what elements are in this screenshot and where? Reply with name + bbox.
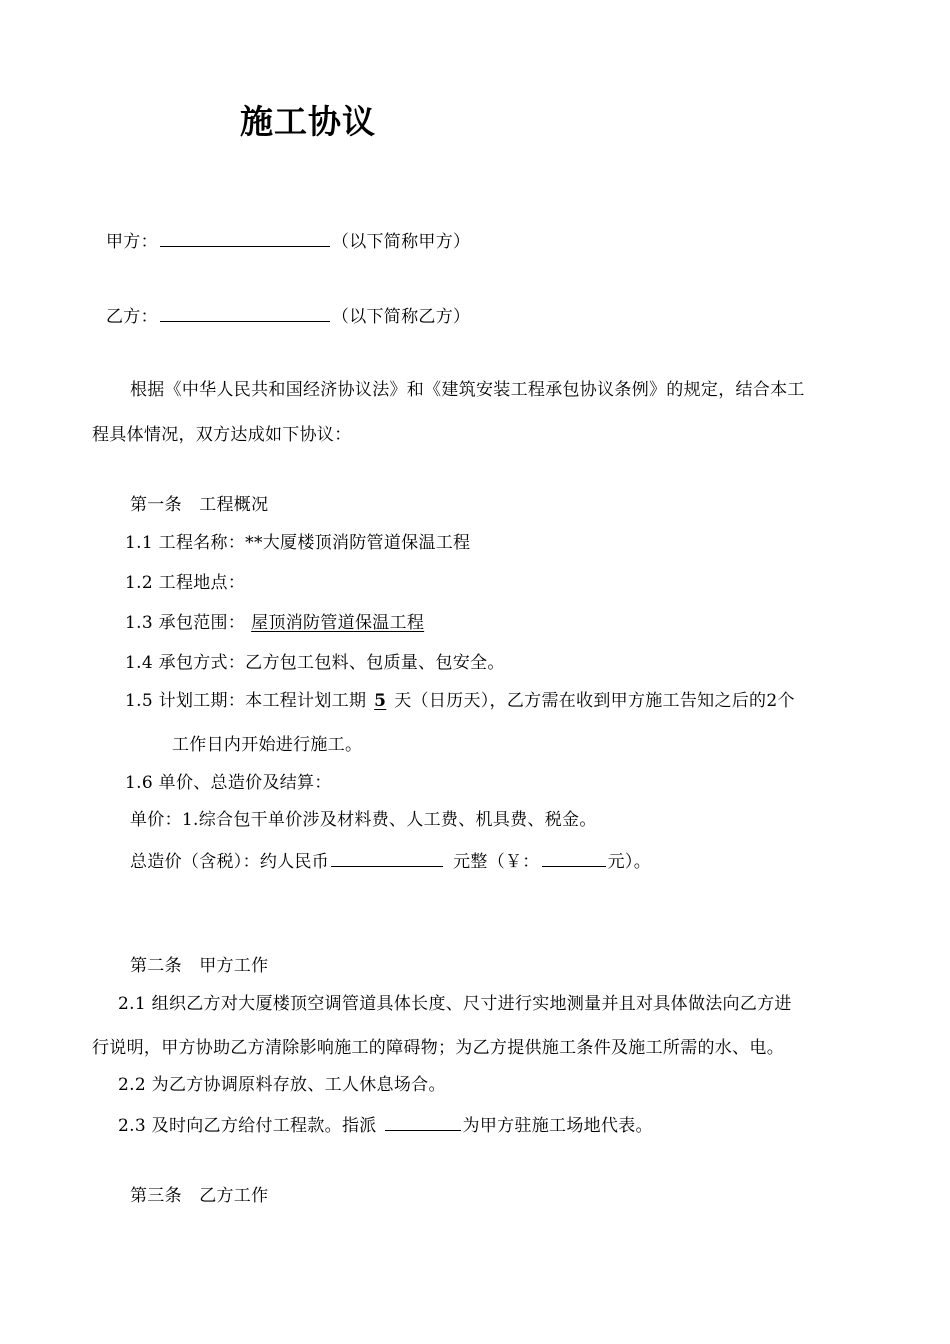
- article1-item5-line2: 工作日内开始进行施工。: [172, 735, 363, 755]
- party-b-label: 乙方：: [106, 307, 158, 327]
- article2-item1-line1: 2.1 组织乙方对大厦楼顶空调管道具体长度、尺寸进行实地测量并且对具体做法向乙方进: [118, 994, 792, 1014]
- article1-item3: [125, 612, 424, 634]
- total-yuan-blank: [542, 848, 606, 867]
- total-price-line: [130, 848, 651, 873]
- article1-item6: 1.6 单价、总造价及结算：: [125, 773, 332, 793]
- total-mid: 元整（￥：: [453, 852, 540, 872]
- article1-item2: 1.2 工程地点：: [125, 573, 246, 593]
- party-b-line: [106, 303, 470, 328]
- article2-item1-line2: 行说明，甲方协助乙方清除影响施工的障碍物；为乙方提供施工条件及施工所需的水、电。: [92, 1038, 784, 1058]
- article3-heading: 第三条 乙方工作: [130, 1186, 269, 1206]
- document-title: 施工协议: [240, 102, 376, 141]
- scope-value: 屋顶消防管道保温工程: [251, 613, 425, 633]
- article1-item4: 1.4 承包方式：乙方包工包料、包质量、包安全。: [125, 653, 505, 673]
- article2-item2: 2.2 为乙方协调原料存放、工人休息场合。: [118, 1075, 446, 1095]
- party-a-blank: [160, 228, 330, 247]
- party-b-blank: [160, 303, 330, 322]
- total-prefix: 总造价（含税）：约人民币: [130, 852, 330, 872]
- article1-item5-prefix: 1.5 计划工期：本工程计划工期: [125, 691, 367, 711]
- party-a-suffix: （以下简称甲方）: [331, 232, 471, 252]
- party-b-suffix: （以下简称乙方）: [331, 307, 471, 327]
- article1-heading: 第一条 工程概况: [130, 495, 269, 515]
- article2-heading: 第二条 甲方工作: [130, 956, 269, 976]
- party-a-label: 甲方：: [106, 232, 158, 252]
- intro-line-2: 程具体情况，双方达成如下协议：: [92, 425, 352, 445]
- article2-item3: [118, 1112, 653, 1137]
- article1-item5: [125, 690, 795, 712]
- duration-days: 5: [374, 691, 387, 711]
- unit-price-line: 单价：1.综合包干单价涉及材料费、人工费、机具费、税金。: [130, 810, 597, 830]
- article1-item3-prefix: 1.3 承包范围：: [125, 613, 246, 633]
- article2-item3-prefix: 2.3 及时向乙方给付工程款。指派: [118, 1116, 377, 1136]
- total-amount-blank: [331, 848, 443, 867]
- article1-item5-suffix: 天（日历天），乙方需在收到甲方施工告知之后的2个: [394, 691, 795, 711]
- party-a-line: [106, 228, 470, 253]
- representative-blank: [385, 1112, 461, 1131]
- total-suffix: 元）。: [607, 852, 652, 872]
- intro-line-1: 根据《中华人民共和国经济协议法》和《建筑安装工程承包协议条例》的规定，结合本工: [130, 380, 805, 400]
- article1-item1: 1.1 工程名称：**大厦楼顶消防管道保温工程: [125, 533, 471, 553]
- article2-item3-suffix: 为甲方驻施工场地代表。: [462, 1116, 653, 1136]
